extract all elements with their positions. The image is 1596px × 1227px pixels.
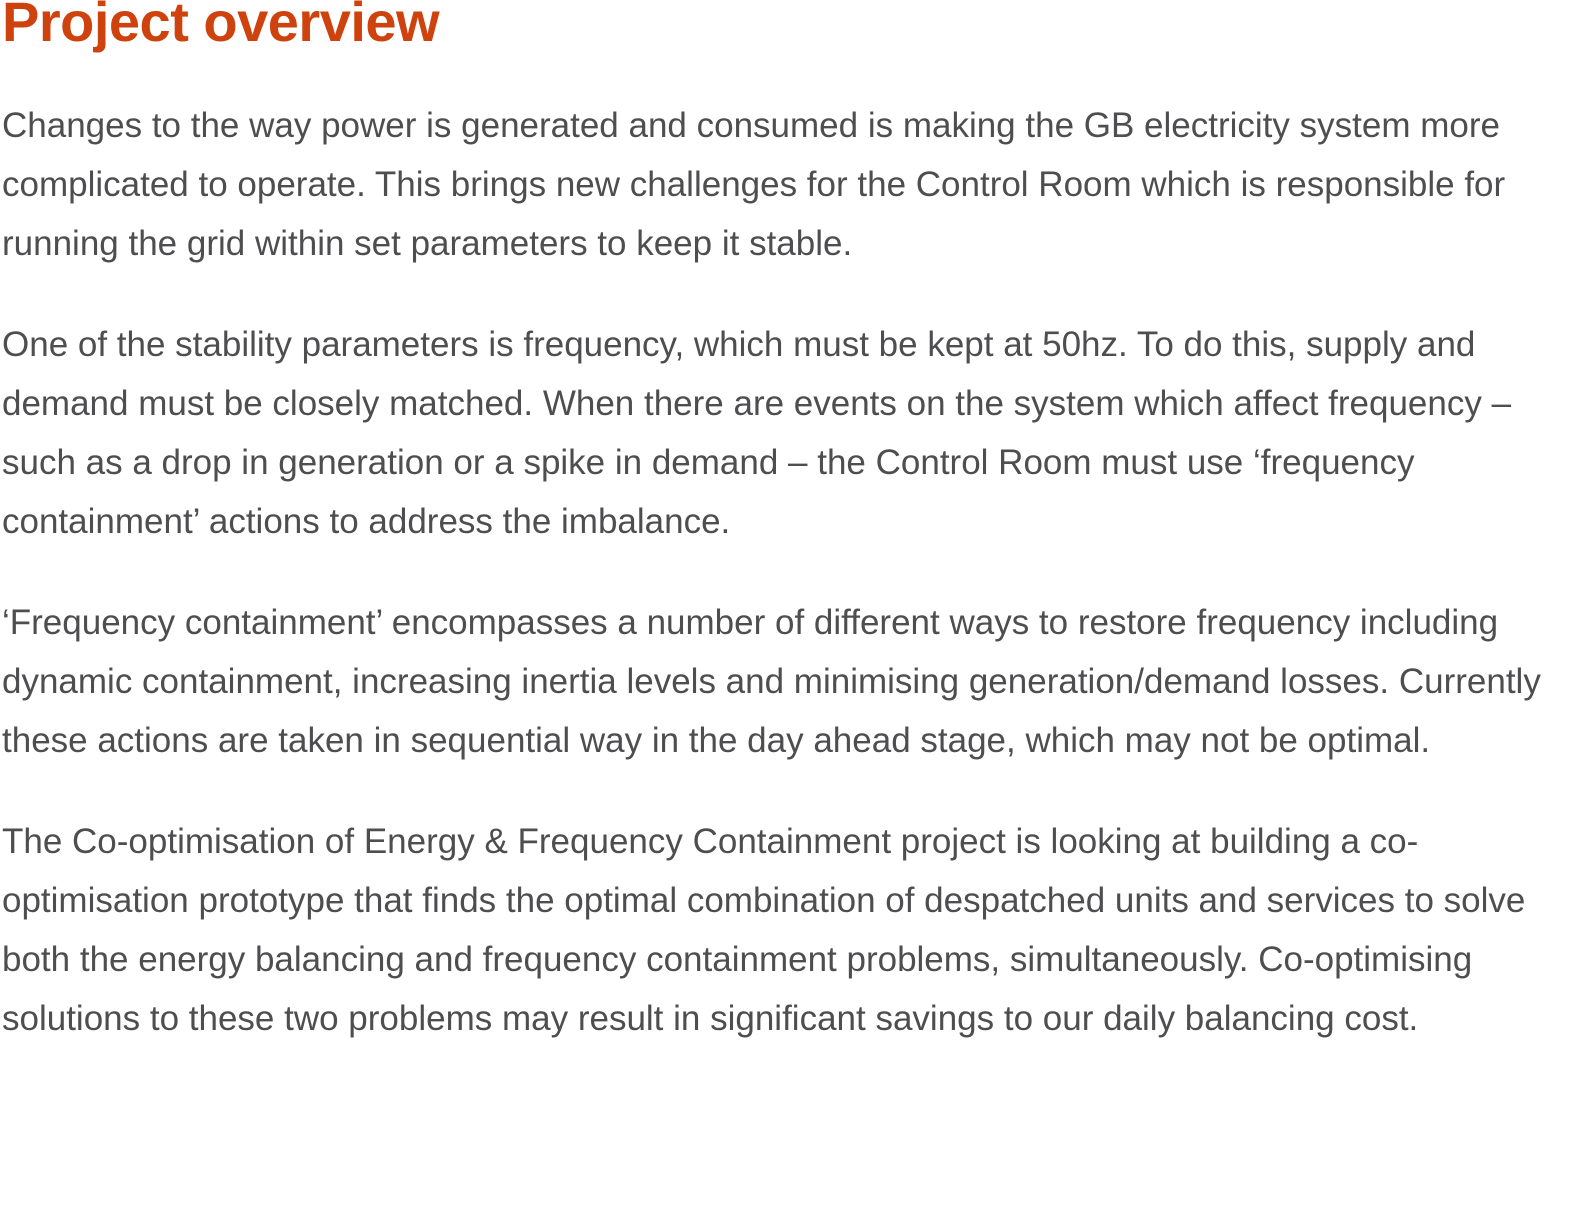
paragraph-co-optimisation-project: The Co-optimisation of Energy & Frequency Containment project is looking at building a co-optimisation prototype that finds the optimal combination of despatched units and services to solve both the energy balancing and frequency containment problems, simultaneously. Co-optimising solutions to these two problems may result in significant savings to our daily balancing cost. bbox=[2, 822, 1526, 1038]
paragraph-intro: Changes to the way power is generated and consumed is making the GB electricity system more complicated to operate. This brings new challenges for the Control Room which is responsible for running the grid within set parameters to keep it stable. bbox=[2, 106, 1506, 263]
paragraph-frequency-stability: One of the stability parameters is frequency, which must be kept at 50hz. To do this, supply and demand must be closely matched. When there are events on the system which affect frequency – such as a drop in generation or a spike in demand – the Control Room must use ‘frequency containment’ actions to address the imbalance. bbox=[2, 325, 1512, 541]
paragraph-frequency-containment: ‘Frequency containment’ encompasses a number of different ways to restore frequency including dynamic containment, increasing inertia levels and minimising generation/demand losses. Currently these actions are taken in sequential way in the day ahead stage, which may not be optimal. bbox=[2, 603, 1541, 760]
page-title: Project overview bbox=[2, 0, 440, 53]
